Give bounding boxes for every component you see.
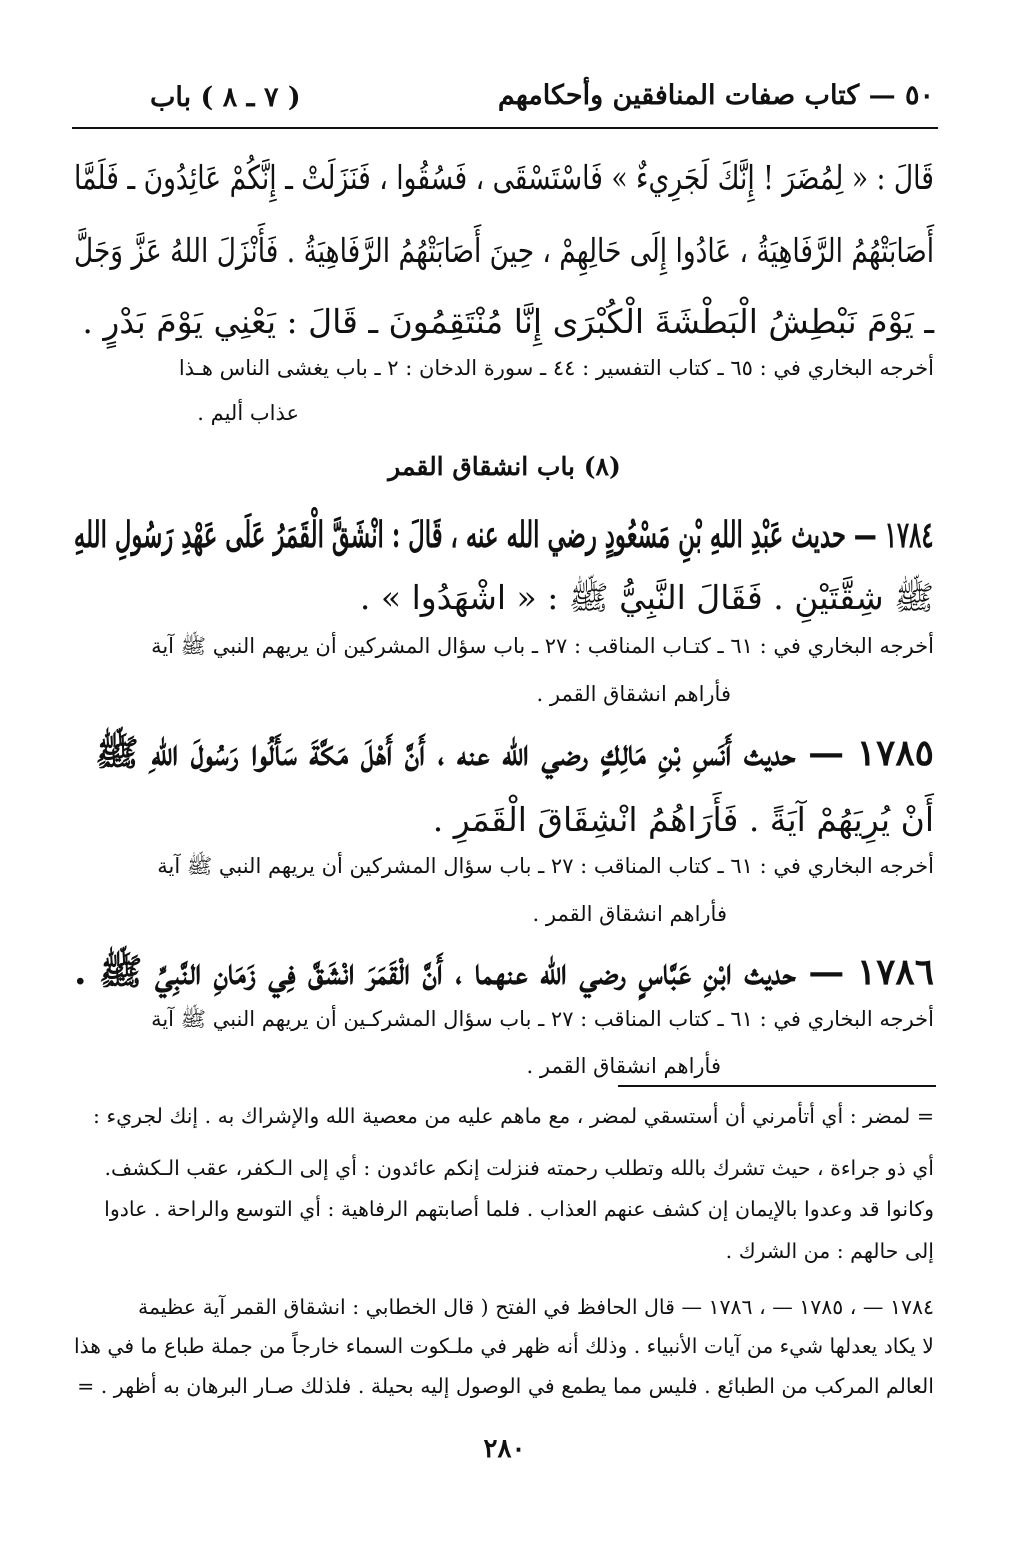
hadith-source: أخرجه البخاري في : ٦١ ـ كتـاب المناقب : ٢٧ ـ باب سؤال المشركين أن يريهم النبي ﷺ آية bbox=[151, 634, 934, 658]
hadith-text-line: ١٧٨٤ — حديث عَبْدِ اللهِ بْنِ مَسْعُودٍ رضي الله عنه ، قَالَ : انْشَقَّ الْقَمَرُ عَلَى عَهْدِ رَسُولِ اللهِ bbox=[74, 514, 934, 556]
hadith-source: فأراهم انشقاق القمر . bbox=[532, 902, 727, 926]
running-header-bab-ref: ( ٧ ـ ٨ ) باب bbox=[150, 82, 301, 113]
footnote-line: ١٧٨٤ — ، ١٧٨٥ — ، ١٧٨٦ — قال الحافظ في الفتح ( قال الخطابي : انشقاق القمر آية عظيمة bbox=[138, 1295, 934, 1319]
chapter-title: (٨) باب انشقاق القمر bbox=[388, 452, 621, 481]
running-header-title: ٥٠ — كتاب صفات المنافقين وأحكامهم bbox=[497, 80, 934, 111]
hadith-text-line: ـ يَوْمَ نَبْطِشُ الْبَطْشَةَ الْكُبْرَى إِنَّا مُنْتَقِمُونَ ـ قَالَ : يَعْنِي يَوْمَ بَدْرٍ . bbox=[82, 302, 934, 341]
footnote-line: وكانوا قد وعدوا بالإيمان إن كشف عنهم العذاب . فلما أصابتهم الرفاهية : أي التوسع والراحة . عادوا bbox=[104, 1197, 934, 1221]
hadith-text-line: أَنْ يُرِيَهُمْ آيَةً . فَأَرَاهُمُ انْشِقَاقَ الْقَمَرِ . bbox=[432, 800, 934, 839]
footnote-line: إلى حالهم : من الشرك . bbox=[725, 1239, 934, 1263]
hadith-text-line: ١٧٨٥ — حديث أَنَسِ بْنِ مَالِكٍ رضي الله عنه ، أَنَّ أَهْلَ مَكَّةَ سَأَلُوا رَسُولَ اللهِ ﷺ bbox=[95, 732, 934, 774]
hadith-source: فأراهم انشقاق القمر . bbox=[536, 682, 731, 706]
footnote-line: = لمضر : أي أتأمرني أن أستسقي لمضر ، مع ماهم عليه من معصية الله والإشراك به . إنك لجريء : bbox=[93, 1104, 934, 1128]
hadith-text-line: قَالَ : « لِمُضَرَ ! إِنَّكَ لَجَرِيءٌ » فَاسْتَسْقَى ، فَسُقُوا ، فَنَزَلَتْ ـ إِنَّكُمْ عَائِدُونَ ـ فَلَمَّا bbox=[74, 158, 934, 197]
hadith-source: أخرجه البخاري في : ٦١ ـ كتاب المناقب : ٢٧ ـ باب سؤال المشركين أن يريهم النبي ﷺ آية bbox=[157, 854, 934, 878]
footnote-line: لا يكاد يعدلها شيء من آيات الأنبياء . وذلك أنه ظهر في ملـكوت السماء خارجاً من جملة طباع ما في هذا bbox=[74, 1334, 934, 1358]
header-divider bbox=[72, 127, 938, 129]
hadith-text-line: ١٧٨٦ — حديث ابْنِ عَبَّاسٍ رضي الله عنهما ، أَنَّ الْقَمَرَ انْشَقَّ فِي زَمَانِ النَّبِيِّ ﷺ . bbox=[74, 951, 934, 993]
hadith-source: أخرجه البخاري في : ٦١ ـ كتاب المناقب : ٢٧ ـ باب سؤال المشركـين أن يريهم النبي ﷺ آية bbox=[151, 1007, 934, 1031]
hadith-source: أخرجه البخاري في : ٦٥ ـ كتاب التفسير : ٤٤ ـ سورة الدخان : ٢ ـ باب يغشى الناس هـذا bbox=[178, 356, 934, 380]
footnote-line: أي ذو جراءة ، حيث تشرك بالله وتطلب رحمته فنزلت إنكم عائدون : أي إلى الـكفر، عقب الـكشف. bbox=[104, 1156, 934, 1180]
hadith-text-line: أَصَابَتْهُمُ الرَّفَاهِيَةُ ، عَادُوا إِلَى حَالِهِمْ ، حِينَ أَصَابَتْهُمُ الرَّفَاهِيَةُ . فَأَنْزَلَ اللهُ عَزَّ وَجَلَّ bbox=[73, 231, 934, 270]
footnote-line: العالم المركب من الطبائع . فليس مما يطمع في الوصول إليه بحيلة . فلذلك صـار البرهان به أظهر . = bbox=[77, 1374, 934, 1398]
hadith-source: عذاب أليم . bbox=[197, 401, 299, 425]
page-number: ٢٨٠ bbox=[483, 1434, 526, 1464]
hadith-text-line: ﷺ شِقَّتَيْنِ . فَقَالَ النَّبِيُّ ﷺ : « اشْهَدُوا » . bbox=[359, 578, 934, 617]
hadith-source: فأراهم انشقاق القمر . bbox=[526, 1054, 721, 1078]
footnote-divider bbox=[618, 1085, 936, 1087]
